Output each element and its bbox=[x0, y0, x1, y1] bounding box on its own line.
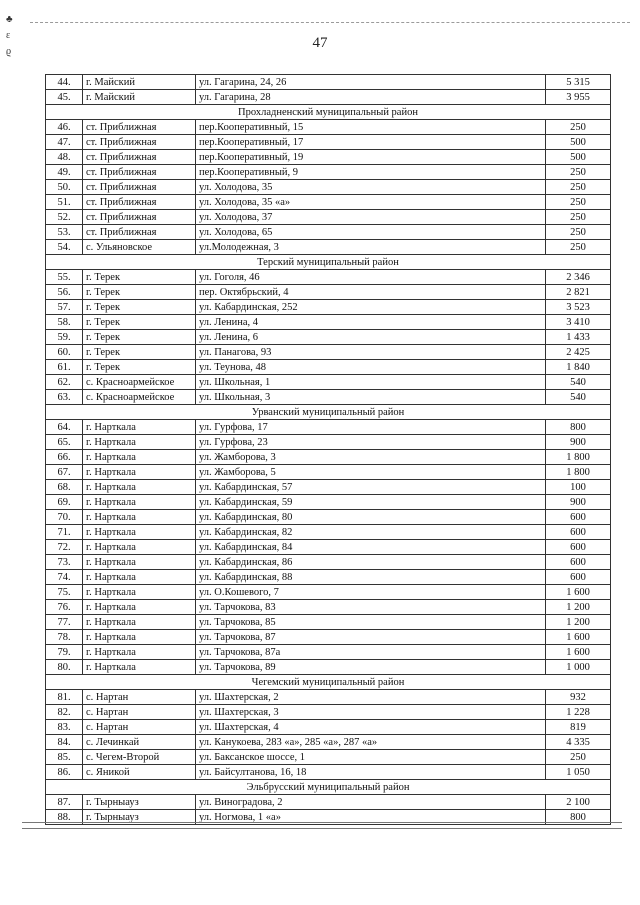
locality-cell: г. Нарткала bbox=[83, 465, 196, 480]
locality-cell: с. Нартан bbox=[83, 720, 196, 735]
address-cell: пер.Кооперативный, 17 bbox=[196, 135, 546, 150]
value-cell: 900 bbox=[546, 435, 611, 450]
district-header-row bbox=[46, 780, 611, 795]
locality-cell: с. Красноармейское bbox=[83, 390, 196, 405]
locality-cell: г. Терек bbox=[83, 315, 196, 330]
locality-cell: г. Нарткала bbox=[83, 570, 196, 585]
table-row bbox=[46, 720, 611, 735]
value-cell: 600 bbox=[546, 555, 611, 570]
value-cell: 2 821 bbox=[546, 285, 611, 300]
address-cell: пер. Октябрьский, 4 bbox=[196, 285, 546, 300]
district-header-row bbox=[46, 675, 611, 690]
district-name: Чегемский муниципальный район bbox=[46, 675, 611, 690]
value-cell: 100 bbox=[546, 480, 611, 495]
row-number: 54. bbox=[46, 240, 83, 255]
row-number: 82. bbox=[46, 705, 83, 720]
row-number: 59. bbox=[46, 330, 83, 345]
table-row bbox=[46, 240, 611, 255]
address-cell: ул. Кабардинская, 57 bbox=[196, 480, 546, 495]
table-row bbox=[46, 690, 611, 705]
locality-cell: г. Терек bbox=[83, 300, 196, 315]
locality-cell: г. Нарткала bbox=[83, 525, 196, 540]
locality-cell: г. Нарткала bbox=[83, 435, 196, 450]
address-cell: ул. Школьная, 1 bbox=[196, 375, 546, 390]
locality-cell: ст. Приближная bbox=[83, 120, 196, 135]
district-name: Терский муниципальный район bbox=[46, 255, 611, 270]
row-number: 56. bbox=[46, 285, 83, 300]
row-number: 49. bbox=[46, 165, 83, 180]
value-cell: 932 bbox=[546, 690, 611, 705]
address-cell: ул. Ленина, 6 bbox=[196, 330, 546, 345]
address-cell: ул. Баксанское шоссе, 1 bbox=[196, 750, 546, 765]
district-header-row bbox=[46, 105, 611, 120]
value-cell: 1 433 bbox=[546, 330, 611, 345]
table-row bbox=[46, 150, 611, 165]
value-cell: 540 bbox=[546, 375, 611, 390]
district-name: Прохладненский муниципальный район bbox=[46, 105, 611, 120]
value-cell: 250 bbox=[546, 120, 611, 135]
row-number: 77. bbox=[46, 615, 83, 630]
value-cell: 3 410 bbox=[546, 315, 611, 330]
address-cell: ул. Гурфова, 17 bbox=[196, 420, 546, 435]
address-cell: ул. Байсултанова, 16, 18 bbox=[196, 765, 546, 780]
locality-cell: с. Нартан bbox=[83, 690, 196, 705]
value-cell: 1 228 bbox=[546, 705, 611, 720]
address-cell: пер.Кооперативный, 9 bbox=[196, 165, 546, 180]
value-cell: 5 315 bbox=[546, 75, 611, 90]
row-number: 45. bbox=[46, 90, 83, 105]
address-cell: ул. Гагарина, 28 bbox=[196, 90, 546, 105]
address-cell: ул. Кабардинская, 86 bbox=[196, 555, 546, 570]
row-number: 46. bbox=[46, 120, 83, 135]
address-cell: ул. Кабардинская, 82 bbox=[196, 525, 546, 540]
value-cell: 4 335 bbox=[546, 735, 611, 750]
address-cell: ул. Кабардинская, 252 bbox=[196, 300, 546, 315]
locality-cell: г. Нарткала bbox=[83, 585, 196, 600]
value-cell: 540 bbox=[546, 390, 611, 405]
value-cell: 3 955 bbox=[546, 90, 611, 105]
row-number: 83. bbox=[46, 720, 83, 735]
row-number: 55. bbox=[46, 270, 83, 285]
table-row bbox=[46, 510, 611, 525]
row-number: 62. bbox=[46, 375, 83, 390]
locality-cell: г. Терек bbox=[83, 270, 196, 285]
row-number: 85. bbox=[46, 750, 83, 765]
value-cell: 1 200 bbox=[546, 615, 611, 630]
row-number: 71. bbox=[46, 525, 83, 540]
value-cell: 250 bbox=[546, 180, 611, 195]
table-row bbox=[46, 180, 611, 195]
value-cell: 250 bbox=[546, 165, 611, 180]
locality-cell: г. Терек bbox=[83, 360, 196, 375]
district-name: Эльбрусский муниципальный район bbox=[46, 780, 611, 795]
locality-cell: ст. Приближная bbox=[83, 135, 196, 150]
row-number: 84. bbox=[46, 735, 83, 750]
row-number: 72. bbox=[46, 540, 83, 555]
address-cell: ул. Виноградова, 2 bbox=[196, 795, 546, 810]
locality-cell: г. Нарткала bbox=[83, 450, 196, 465]
row-number: 65. bbox=[46, 435, 83, 450]
table-row bbox=[46, 225, 611, 240]
page-number: 47 bbox=[312, 35, 328, 51]
locality-cell: г. Нарткала bbox=[83, 600, 196, 615]
table-row bbox=[46, 735, 611, 750]
locality-cell: г. Нарткала bbox=[83, 420, 196, 435]
row-number: 44. bbox=[46, 75, 83, 90]
address-cell: ул. Кабардинская, 84 bbox=[196, 540, 546, 555]
table-row bbox=[46, 420, 611, 435]
table-row bbox=[46, 495, 611, 510]
row-number: 81. bbox=[46, 690, 83, 705]
row-number: 69. bbox=[46, 495, 83, 510]
table-row bbox=[46, 285, 611, 300]
row-number: 58. bbox=[46, 315, 83, 330]
locality-cell: с. Чегем-Второй bbox=[83, 750, 196, 765]
table-row bbox=[46, 210, 611, 225]
row-number: 63. bbox=[46, 390, 83, 405]
address-cell: ул. Холодова, 37 bbox=[196, 210, 546, 225]
value-cell: 600 bbox=[546, 540, 611, 555]
address-cell: ул. Кабардинская, 88 bbox=[196, 570, 546, 585]
address-cell: ул. Тарчокова, 87а bbox=[196, 645, 546, 660]
value-cell: 250 bbox=[546, 195, 611, 210]
locality-cell: с. Яникой bbox=[83, 765, 196, 780]
address-cell: ул. О.Кошевого, 7 bbox=[196, 585, 546, 600]
value-cell: 1 050 bbox=[546, 765, 611, 780]
table-row bbox=[46, 270, 611, 285]
table-row bbox=[46, 435, 611, 450]
table-row bbox=[46, 195, 611, 210]
address-cell: ул. Кабардинская, 59 bbox=[196, 495, 546, 510]
value-cell: 819 bbox=[546, 720, 611, 735]
table-row bbox=[46, 360, 611, 375]
table-row bbox=[46, 750, 611, 765]
value-cell: 3 523 bbox=[546, 300, 611, 315]
locality-cell: с. Ульяновское bbox=[83, 240, 196, 255]
table-row bbox=[46, 630, 611, 645]
locality-cell: г. Терек bbox=[83, 285, 196, 300]
table-row bbox=[46, 375, 611, 390]
row-number: 75. bbox=[46, 585, 83, 600]
value-cell: 600 bbox=[546, 525, 611, 540]
address-cell: ул. Ленина, 4 bbox=[196, 315, 546, 330]
row-number: 73. bbox=[46, 555, 83, 570]
value-cell: 800 bbox=[546, 420, 611, 435]
table-row bbox=[46, 525, 611, 540]
value-cell: 1 200 bbox=[546, 600, 611, 615]
address-cell: ул. Кабардинская, 80 bbox=[196, 510, 546, 525]
table-row bbox=[46, 765, 611, 780]
row-number: 88. bbox=[46, 810, 83, 825]
table-row bbox=[46, 600, 611, 615]
address-cell: ул. Шахтерская, 3 bbox=[196, 705, 546, 720]
value-cell: 2 100 bbox=[546, 795, 611, 810]
table-row bbox=[46, 165, 611, 180]
value-cell: 900 bbox=[546, 495, 611, 510]
address-cell: ул. Холодова, 65 bbox=[196, 225, 546, 240]
table-row bbox=[46, 345, 611, 360]
row-number: 60. bbox=[46, 345, 83, 360]
value-cell: 1 800 bbox=[546, 465, 611, 480]
row-number: 48. bbox=[46, 150, 83, 165]
value-cell: 1 800 bbox=[546, 450, 611, 465]
scan-top-rule bbox=[30, 22, 630, 23]
row-number: 51. bbox=[46, 195, 83, 210]
district-header-row bbox=[46, 405, 611, 420]
value-cell: 500 bbox=[546, 150, 611, 165]
value-cell: 600 bbox=[546, 510, 611, 525]
table-row bbox=[46, 795, 611, 810]
row-number: 66. bbox=[46, 450, 83, 465]
address-cell: ул. Гоголя, 46 bbox=[196, 270, 546, 285]
table-row bbox=[46, 585, 611, 600]
margin-scan-mark: ϱ bbox=[6, 46, 12, 57]
margin-scan-mark: ♣ bbox=[6, 14, 13, 25]
address-cell: ул. Шахтерская, 4 bbox=[196, 720, 546, 735]
bottom-rule bbox=[22, 822, 622, 823]
table-row bbox=[46, 90, 611, 105]
row-number: 74. bbox=[46, 570, 83, 585]
table-row bbox=[46, 300, 611, 315]
address-cell: ул. Тарчокова, 85 bbox=[196, 615, 546, 630]
locality-cell: г. Нарткала bbox=[83, 555, 196, 570]
table-row bbox=[46, 480, 611, 495]
locality-cell: г. Нарткала bbox=[83, 630, 196, 645]
address-cell: ул. Жамборова, 3 bbox=[196, 450, 546, 465]
locality-cell: г. Нарткала bbox=[83, 615, 196, 630]
table-body bbox=[46, 75, 611, 825]
address-table bbox=[45, 74, 611, 825]
table-row bbox=[46, 450, 611, 465]
address-cell: пер.Кооперативный, 19 bbox=[196, 150, 546, 165]
value-cell: 1 600 bbox=[546, 630, 611, 645]
locality-cell: с. Нартан bbox=[83, 705, 196, 720]
locality-cell: ст. Приближная bbox=[83, 150, 196, 165]
locality-cell: г. Терек bbox=[83, 345, 196, 360]
value-cell: 250 bbox=[546, 750, 611, 765]
table-row bbox=[46, 465, 611, 480]
address-cell: ул. Холодова, 35 «а» bbox=[196, 195, 546, 210]
district-name: Урванский муниципальный район bbox=[46, 405, 611, 420]
table-row bbox=[46, 315, 611, 330]
locality-cell: г. Тырныауз bbox=[83, 795, 196, 810]
address-cell: ул. Жамборова, 5 bbox=[196, 465, 546, 480]
row-number: 78. bbox=[46, 630, 83, 645]
table-row bbox=[46, 135, 611, 150]
row-number: 61. bbox=[46, 360, 83, 375]
value-cell: 600 bbox=[546, 570, 611, 585]
row-number: 79. bbox=[46, 645, 83, 660]
locality-cell: ст. Приближная bbox=[83, 210, 196, 225]
row-number: 64. bbox=[46, 420, 83, 435]
address-cell: ул. Канукоева, 283 «а», 285 «а», 287 «а» bbox=[196, 735, 546, 750]
row-number: 67. bbox=[46, 465, 83, 480]
row-number: 76. bbox=[46, 600, 83, 615]
row-number: 53. bbox=[46, 225, 83, 240]
value-cell: 2 425 bbox=[546, 345, 611, 360]
row-number: 57. bbox=[46, 300, 83, 315]
locality-cell: г. Майский bbox=[83, 90, 196, 105]
row-number: 47. bbox=[46, 135, 83, 150]
table-row bbox=[46, 120, 611, 135]
address-cell: пер.Кооперативный, 15 bbox=[196, 120, 546, 135]
locality-cell: г. Нарткала bbox=[83, 540, 196, 555]
locality-cell: г. Терек bbox=[83, 330, 196, 345]
locality-cell: ст. Приближная bbox=[83, 225, 196, 240]
table-row bbox=[46, 645, 611, 660]
locality-cell: г. Нарткала bbox=[83, 495, 196, 510]
locality-cell: ст. Приближная bbox=[83, 195, 196, 210]
locality-cell: с. Красноармейское bbox=[83, 375, 196, 390]
address-cell: ул. Ногмова, 1 «а» bbox=[196, 810, 546, 825]
table-row bbox=[46, 390, 611, 405]
table-row bbox=[46, 660, 611, 675]
value-cell: 250 bbox=[546, 225, 611, 240]
value-cell: 1 000 bbox=[546, 660, 611, 675]
value-cell: 1 600 bbox=[546, 645, 611, 660]
address-cell: ул.Молодежная, 3 bbox=[196, 240, 546, 255]
table-row bbox=[46, 555, 611, 570]
address-cell: ул. Гурфова, 23 bbox=[196, 435, 546, 450]
locality-cell: г. Нарткала bbox=[83, 660, 196, 675]
address-cell: ул. Школьная, 3 bbox=[196, 390, 546, 405]
locality-cell: г. Тырныауз bbox=[83, 810, 196, 825]
address-cell: ул. Тарчокова, 83 bbox=[196, 600, 546, 615]
margin-scan-mark: ε bbox=[6, 30, 11, 41]
table-row bbox=[46, 540, 611, 555]
value-cell: 2 346 bbox=[546, 270, 611, 285]
locality-cell: г. Нарткала bbox=[83, 480, 196, 495]
row-number: 70. bbox=[46, 510, 83, 525]
bottom-rule bbox=[22, 828, 622, 829]
value-cell: 1 600 bbox=[546, 585, 611, 600]
address-cell: ул. Холодова, 35 bbox=[196, 180, 546, 195]
address-cell: ул. Тарчокова, 89 bbox=[196, 660, 546, 675]
locality-cell: г. Майский bbox=[83, 75, 196, 90]
address-cell: ул. Панагова, 93 bbox=[196, 345, 546, 360]
table-row bbox=[46, 570, 611, 585]
district-header-row bbox=[46, 255, 611, 270]
value-cell: 250 bbox=[546, 240, 611, 255]
table-row bbox=[46, 330, 611, 345]
address-cell: ул. Теунова, 48 bbox=[196, 360, 546, 375]
table-row bbox=[46, 615, 611, 630]
table-row bbox=[46, 75, 611, 90]
row-number: 87. bbox=[46, 795, 83, 810]
value-cell: 1 840 bbox=[546, 360, 611, 375]
locality-cell: ст. Приближная bbox=[83, 180, 196, 195]
address-cell: ул. Тарчокова, 87 bbox=[196, 630, 546, 645]
row-number: 68. bbox=[46, 480, 83, 495]
address-cell: ул. Шахтерская, 2 bbox=[196, 690, 546, 705]
row-number: 86. bbox=[46, 765, 83, 780]
locality-cell: г. Нарткала bbox=[83, 510, 196, 525]
locality-cell: с. Лечинкай bbox=[83, 735, 196, 750]
locality-cell: ст. Приближная bbox=[83, 165, 196, 180]
table-row bbox=[46, 705, 611, 720]
value-cell: 800 bbox=[546, 810, 611, 825]
row-number: 52. bbox=[46, 210, 83, 225]
row-number: 50. bbox=[46, 180, 83, 195]
address-cell: ул. Гагарина, 24, 26 bbox=[196, 75, 546, 90]
value-cell: 250 bbox=[546, 210, 611, 225]
locality-cell: г. Нарткала bbox=[83, 645, 196, 660]
row-number: 80. bbox=[46, 660, 83, 675]
value-cell: 500 bbox=[546, 135, 611, 150]
